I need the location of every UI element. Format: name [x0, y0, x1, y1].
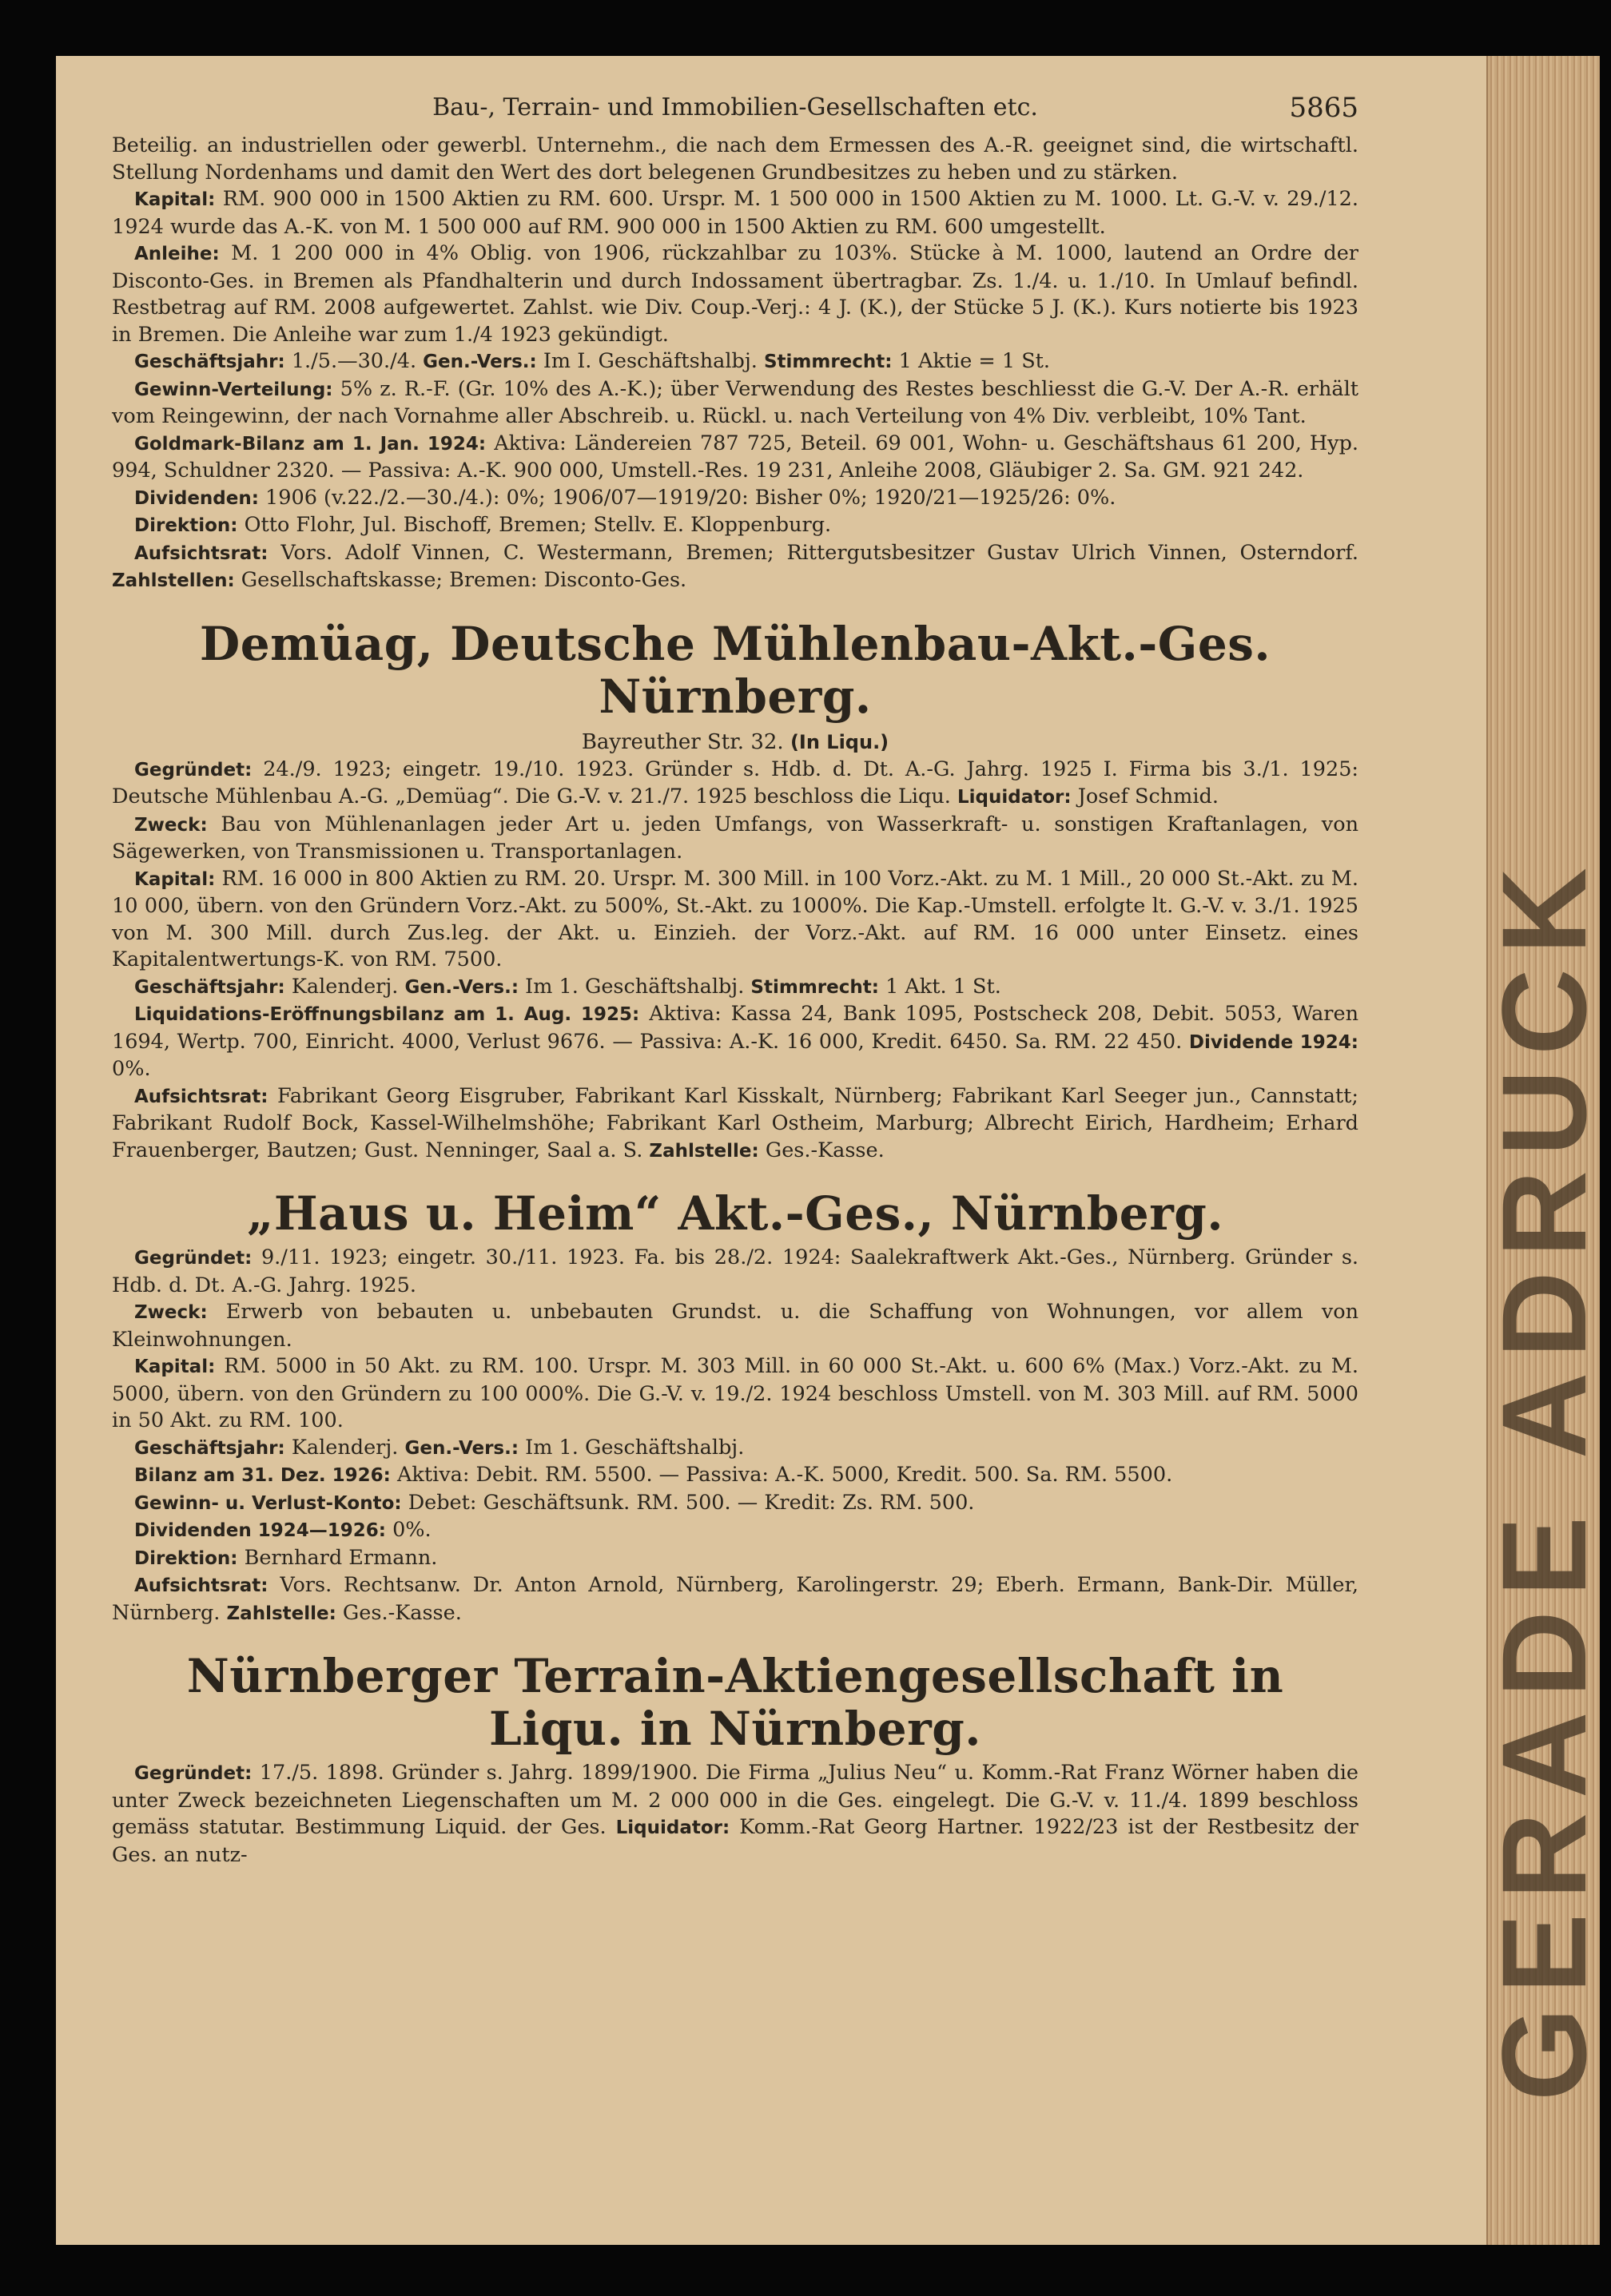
- demuag-title: Demüag, Deutsche Mühlenbau-Akt.-Ges. Nürnberg.: [199, 616, 1271, 724]
- nordenham-anleihe: [112, 240, 1358, 348]
- gegr-text: 24./9. 1923; eingetr. 19./10. 1923. Gründer s. Hdb. d. Dt. A.-G. Jahrg. 1925 I. Firma bis 3./1. 1925: Deutsche Mühlenbau A.-G. „Demüag“. Die G.-V. v. 21./7. 1925 beschloss die Liqu.: [112, 757, 1359, 808]
- gegr-text: 9./11. 1923; eingetr. 30./11. 1923. Fa. bis 28./2. 1924: Saalekraftwerk Akt.-Ges., Nürnberg. Gründer s. Hdb. d. Dt. A.-G. Jahrg. 1925.: [112, 1245, 1359, 1297]
- entry-demuag: [112, 618, 1358, 1166]
- gegr-label: Gegründet:: [134, 1248, 253, 1269]
- anleihe-text: M. 1 200 000 in 4% Oblig. von 1906, rückzahlbar zu 103%. Stücke à M. 1000, lautend an Ordre der Disconto-Ges. in Bremen als Pfandhalterin und durch Indossament übertragbar. Zs. 1./4. u. 1./10. In Umlauf befindl. Restbetrag auf RM. 2008 aufgewertet. Zahlst. wie Div. Coup.-Verj.: 4 J. (K.), der Stücke 5 J. (K.). Kurs notierte bis 1923 in Bremen. Die Anleihe war zum 1./4 1923 gekündigt.: [112, 241, 1358, 347]
- demuag-geschaeftsjahr: [112, 974, 1358, 1002]
- gegr-label: Gegründet:: [134, 759, 253, 781]
- gewinn-label: Gewinn-Verteilung:: [134, 379, 333, 400]
- demuag-aufsichtsrat: [112, 1083, 1358, 1166]
- kapital-text: RM. 900 000 in 1500 Aktien zu RM. 600. Urspr. M. 1 500 000 in 1500 Aktien zu M. 1000. Lt. G.-V. v. 29./12. 1924 wurde das A.-K. von M. 1 500 000 auf RM. 900 000 in 1500 Aktien zu RM. 600 umgestellt.: [112, 187, 1359, 239]
- zahl-text: Gesellschaftskasse; Bremen: Disconto-Ges.: [241, 568, 687, 592]
- entry-haus-und-heim: [112, 1187, 1358, 1627]
- zweck-label: Zweck:: [134, 1302, 208, 1323]
- haus-kapital: [112, 1353, 1358, 1435]
- zahl-label: Zahlstelle:: [226, 1603, 336, 1624]
- dir-label: Direktion:: [134, 1547, 238, 1569]
- nordenham-dividenden: [112, 485, 1358, 513]
- ar-text: Vors. Adolf Vinnen, C. Westermann, Bremen; Rittergutsbesitzer Gustav Ulrich Vinnen, Osterndorf.: [280, 540, 1358, 565]
- running-header: [112, 88, 1358, 133]
- bilanz-label: Liquidations-Eröffnungsbilanz am 1. Aug. 1925:: [134, 1004, 640, 1025]
- demuag-address-line: [112, 728, 1358, 757]
- dir-label: Direktion:: [134, 515, 238, 536]
- div-label: Dividende 1924:: [1188, 1031, 1358, 1053]
- zahl-label: Zahlstelle:: [649, 1140, 759, 1162]
- nordenham-kapital: [112, 186, 1358, 240]
- nordenham-direktion: [112, 512, 1358, 540]
- zweck-text: Bau von Mühlenanlagen jeder Art u. jeden Umfangs, von Wasserkraft- u. sonstigen Kraftanlagen, von Sägewerken, von Transmissionen u. Transportanlagen.: [112, 812, 1358, 864]
- gewinn-text: 5% z. R.-F. (Gr. 10% des A.-K.); über Verwendung des Restes beschliesst die G.-V. Der A.-R. erhält vom Reingewinn, der nach Vornahme aller Abschreib. u. Rückl. u. nach Verteilung von 4% Div. verbleibt, 10% Tant.: [112, 376, 1358, 428]
- zahl-label: Zahlstellen:: [112, 570, 235, 591]
- gj-label: Geschäftsjahr:: [134, 352, 285, 372]
- dir-text: Bernhard Ermann.: [244, 1545, 438, 1570]
- running-title: Bau-, Terrain- und Immobilien-Gesellschaften etc.: [432, 93, 1038, 121]
- ar-text: Vors. Rechtsanw. Dr. Anton Arnold, Nürnberg, Karolingerstr. 29; Eberh. Ermann, Bank-Dir. Müller, Nürnberg.: [112, 1573, 1358, 1625]
- nordenham-gewinn: [112, 376, 1358, 431]
- book-page: [56, 56, 1611, 2245]
- stimm-label: Stimmrecht:: [763, 352, 893, 372]
- ar-label: Aufsichtsrat:: [134, 1086, 268, 1107]
- haus-gegruendet: [112, 1245, 1358, 1299]
- ar-label: Aufsichtsrat:: [134, 1575, 268, 1596]
- demuag-zweck: [112, 812, 1358, 866]
- gj-text: Kalenderj.: [291, 1435, 399, 1460]
- liq-label: Liquidator:: [615, 1817, 730, 1838]
- div-label: Dividenden:: [134, 487, 259, 509]
- entry-nuernberger-terrain: [112, 1650, 1358, 1869]
- div-text: 1906 (v.22./2.—30./4.): 0%; 1906/07—1919/20: Bisher 0%; 1920/21—1925/26: 0%.: [265, 485, 1116, 510]
- zweck-text: Erwerb von bebauten u. unbebauten Grundst. u. die Schaffung von Wohnungen, vor allem von Kleinwohnungen.: [112, 1300, 1358, 1352]
- page-number: 5865: [1289, 92, 1358, 124]
- stimm-label: Stimmrecht:: [750, 976, 879, 998]
- dir-text: Otto Flohr, Jul. Bischoff, Bremen; Stellv. E. Kloppenburg.: [244, 513, 832, 537]
- liq-text: Josef Schmid.: [1077, 785, 1219, 808]
- page-content: [112, 88, 1358, 1869]
- fore-edge-stamp: GERADE ADRUCK: [1477, 853, 1611, 2101]
- ar-text: Fabrikant Georg Eisgruber, Fabrikant Karl Kisskalt, Nürnberg; Fabrikant Karl Seeger jun., Cannstatt; Fabrikant Rudolf Bock, Kassel-Wilhelmshöhe; Fabrikant Karl Ostheim, Marburg; Albrecht Eirich, Hardheim; Erhard Frauenberger, Bautzen; Gust. Nenninger, Saal a. S.: [112, 1083, 1358, 1162]
- bilanz-text: Aktiva: Ländereien 787 725, Beteil. 69 001, Wohn- u. Geschäftshaus 61 200, Hyp. 994, Schuldner 2320. — Passiva: A.-K. 900 000, Umstell.-Res. 19 231, Anleihe 2008, Gläubiger 2. Sa. GM. 921 242.: [112, 431, 1359, 483]
- nordenham-bilanz: [112, 431, 1358, 485]
- demuag-gegruendet: [112, 757, 1358, 812]
- gv-label: Gen.-Vers.:: [404, 976, 519, 998]
- zahl-text: Ges.-Kasse.: [342, 1600, 462, 1625]
- gv-label: Gen.-Vers.:: [404, 1437, 519, 1459]
- kapital-label: Kapital:: [134, 868, 216, 890]
- bilanz-text: Aktiva: Kassa 24, Bank 1095, Postscheck 208, Debit. 5053, Waren 1694, Wertp. 700, Einricht. 4000, Verlust 9676. — Passiva: A.-K. 16 000, Kredit. 6450. Sa. RM. 22 450.: [112, 1002, 1359, 1054]
- ar-label: Aufsichtsrat:: [134, 542, 268, 564]
- zahl-text: Ges.-Kasse.: [765, 1138, 885, 1162]
- stimm-text: 1 Akt. 1 St.: [885, 974, 1001, 999]
- haus-title: „Haus u. Heim“ Akt.-Ges., Nürnberg.: [246, 1186, 1224, 1241]
- gj-label: Geschäftsjahr:: [134, 976, 285, 998]
- nordenham-purpose: Beteilig. an industriellen oder gewerbl. Unternehm., die nach dem Ermessen des A.-R. geeignet sind, die wirtschaftl. Stellung Nordenhams und damit den Wert des dort belegenen Grundbesitzes zu heben und zu stärken.: [112, 133, 1358, 185]
- gv-text: Im I. Geschäftshalbj.: [543, 349, 758, 373]
- gj-text: 1./5.—30./4.: [291, 349, 417, 373]
- div-text: 0%.: [392, 1518, 432, 1542]
- gegr-text: 17./5. 1898. Gründer s. Jahrg. 1899/1900. Die Firma „Julius Neu“ u. Komm.-Rat Franz Wörner haben die unter Zweck bezeichneten Liegenschaften um M. 2 000 000 in die Ges. eingelegt. Die G.-V. v. 11./4. 1899 beschloss gemäss statutar. Bestimmung Liquid. der Ges.: [112, 1761, 1358, 1839]
- gj-text: Kalenderj.: [291, 974, 399, 999]
- haus-zweck: [112, 1299, 1358, 1353]
- kapital-text: RM. 5000 in 50 Akt. zu RM. 100. Urspr. M. 303 Mill. in 60 000 St.-Akt. u. 600 6% (Max.) Vorz.-Akt. zu M. 5000, übern. von den Gründern zu 100 000%. Die G.-V. v. 19./2. 1924 beschloss Umstell. von M. 303 Mill. auf RM. 5000 in 50 Akt. zu RM. 100.: [112, 1354, 1358, 1432]
- haus-bilanz: [112, 1462, 1358, 1490]
- nordenham-geschaeftsjahr: [112, 348, 1358, 376]
- demuag-status: (In Liqu.): [790, 730, 889, 753]
- zweck-label: Zweck:: [134, 814, 208, 836]
- bilanz-label: Bilanz am 31. Dez. 1926:: [134, 1465, 391, 1486]
- kapital-label: Kapital:: [134, 1357, 216, 1377]
- guv-text: Debet: Geschäftsunk. RM. 500. — Kredit: Zs. RM. 500.: [408, 1490, 975, 1515]
- book-fore-edge: [1477, 56, 1611, 2245]
- haus-aufsichtsrat: [112, 1572, 1358, 1627]
- haus-dividenden: [112, 1517, 1358, 1545]
- div-text: 0%.: [112, 1057, 151, 1081]
- entry-nordenham: [112, 133, 1358, 595]
- gv-label: Gen.-Vers.:: [423, 352, 537, 372]
- gegr-label: Gegründet:: [134, 1763, 253, 1784]
- gj-label: Geschäftsjahr:: [134, 1437, 285, 1459]
- bilanz-label: Goldmark-Bilanz am 1. Jan. 1924:: [134, 433, 487, 455]
- kapital-label: Kapital:: [134, 189, 216, 210]
- stimm-text: 1 Aktie = 1 St.: [898, 349, 1051, 373]
- bilanz-text: Aktiva: Debit. RM. 5500. — Passiva: A.-K. 5000, Kredit. 500. Sa. RM. 5500.: [396, 1463, 1173, 1487]
- liq-label: Liquidator:: [957, 787, 1072, 808]
- div-label: Dividenden 1924—1926:: [134, 1520, 386, 1541]
- haus-geschaeftsjahr: [112, 1435, 1358, 1463]
- demuag-address: Bayreuther Str. 32.: [581, 729, 784, 754]
- demuag-bilanz: [112, 1001, 1358, 1083]
- guv-label: Gewinn- u. Verlust-Konto:: [134, 1492, 402, 1514]
- nuernberger-title: Nürnberger Terrain-Aktiengesellschaft in Liqu. in Nürnberg.: [186, 1649, 1284, 1756]
- kapital-text: RM. 16 000 in 800 Aktien zu RM. 20. Urspr. M. 300 Mill. in 100 Vorz.-Akt. zu M. 1 Mill., 20 000 St.-Akt. zu M. 10 000, übern. von den Gründern Vorz.-Akt. zu 500%, St.-Akt. zu 1000%. Die Kap.-Umstell. erfolgte lt. G.-V. v. 3./1. 1925 von M. 300 Mill. durch Zus.leg. der Akt. u. Einzieh. der Vorz.-Akt. auf RM. 16 000 unter Einsetz. eines Kapitalentwertungs-K. von RM. 7500.: [112, 866, 1358, 971]
- gv-text: Im 1. Geschäftshalbj.: [525, 974, 745, 999]
- nordenham-aufsichtsrat: [112, 540, 1358, 595]
- haus-guv: [112, 1490, 1358, 1518]
- nuernberger-gegruendet: [112, 1760, 1358, 1869]
- liq-text: Komm.-Rat Georg Hartner. 1922/23 ist der Restbesitz der Ges. an nutz-: [112, 1815, 1358, 1867]
- demuag-kapital: [112, 866, 1358, 974]
- haus-direktion: [112, 1545, 1358, 1573]
- anleihe-label: Anleihe:: [134, 244, 220, 264]
- gv-text: Im 1. Geschäftshalbj.: [525, 1435, 745, 1460]
